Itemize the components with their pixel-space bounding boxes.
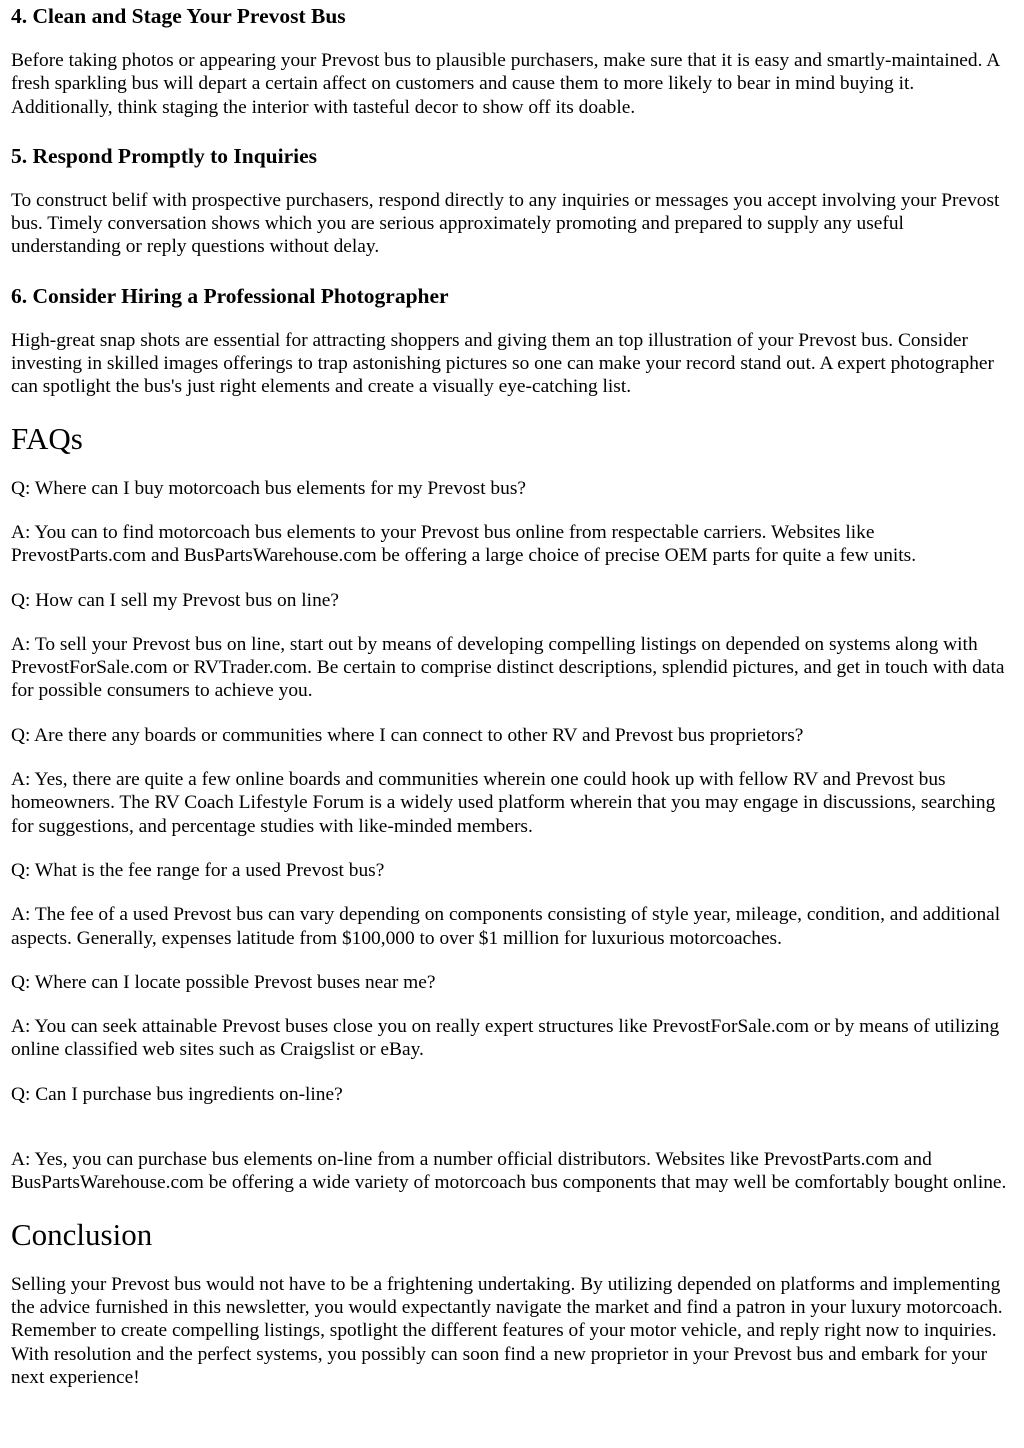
faq-answer: A: You can to find motorcoach bus elements to your Prevost bus online from respectable carriers. Websites like PrevostParts.com and BusPartsWarehouse.com be offering a large choice of precise OEM parts for quite a few units. — [11, 521, 917, 567]
faq-question: Q: Can I purchase bus ingredients on-line? — [11, 1083, 343, 1105]
conclusion-heading: Conclusion — [11, 1216, 153, 1252]
faq-question: Q: Are there any boards or communities where I can connect to other RV and Prevost bus proprietors? — [11, 724, 804, 746]
section-heading-respond-promptly: 5. Respond Promptly to Inquiries — [11, 143, 318, 168]
section-body-respond-promptly: To construct belif with prospective purchasers, respond directly to any inquiries or messages you accept involving your Prevost bus. Timely conversation shows which you are serious approximately promoting and prepared to supply any useful understanding or reply questions without delay. — [11, 189, 1000, 258]
faq-answer: A: You can seek attainable Prevost buses close you on really expert structures like PrevostForSale.com or by means of utilizing online classified web sites such as Craigslist or eBay. — [11, 1016, 1000, 1061]
faq-question: Q: How can I sell my Prevost bus on line? — [11, 589, 339, 611]
faq-answer: A: To sell your Prevost bus on line, start out by means of developing compelling listings on depended on systems along with PrevostForSale.com or RVTrader.com. Be certain to comprise distinct descriptions, splendid pictures, and get in touch with data for possible consumers to achieve you. — [11, 633, 1005, 702]
conclusion-body: Selling your Prevost bus would not have to be a frightening undertaking. By utilizing depended on platforms and implementing the advice furnished in this newsletter, you would expectantly navigate the market and find a patron in your luxury motorcoach. Remember to create compelling listings, spotlight the different features of your motor vehicle, and reply right now to inquiries. With resolution and the perfect systems, you possibly can soon find a new proprietor in your Prevost bus and embark for your next experience! — [11, 1273, 1003, 1388]
section-body-hire-photographer: High-great snap shots are essential for attracting shoppers and giving them an top illustration of your Prevost bus. Consider investing in skilled images offerings to trap astonishing pictures so one can make your record stand out. A expert photographer can spotlight the bus's just right elements and create a visually eye-catching list. — [11, 329, 994, 398]
section-body-clean-and-stage: Before taking photos or appearing your Prevost bus to plausible purchasers, make sure that it is easy and smartly-maintained. A fresh sparkling bus will depart a certain affect on customers and cause them to more likely to bear in mind buying it. Additionally, think staging the interior with tasteful decor to show off its doable. — [11, 50, 1000, 118]
section-heading-clean-and-stage: 4. Clean and Stage Your Prevost Bus — [11, 4, 346, 28]
faqs-heading: FAQs — [11, 420, 83, 456]
faq-question: Q: Where can I locate possible Prevost buses near me? — [11, 971, 436, 993]
faq-question: Q: Where can I buy motorcoach bus elements for my Prevost bus? — [11, 477, 526, 499]
faq-answer: A: Yes, you can purchase bus elements on-line from a number official distributors. Websites like PrevostParts.com and BusPartsWarehouse.com be offering a wide variety of motorcoach bus components that may well be comfortably bought online. — [11, 1149, 1007, 1194]
faq-answer: A: Yes, there are quite a few online boards and communities wherein one could hook up with fellow RV and Prevost bus homeowners. The RV Coach Lifestyle Forum is a widely used platform wherein that you may engage in discussions, searching for suggestions, and percentage studies with like-minded members. — [11, 769, 996, 837]
faq-answer: A: The fee of a used Prevost bus can vary depending on components consisting of style year, mileage, condition, and additional aspects. Generally, expenses latitude from $100,000 to over $1 million for luxurious motorcoaches. — [11, 904, 1001, 949]
faq-question: Q: What is the fee range for a used Prevost bus? — [11, 859, 385, 881]
section-heading-hire-photographer: 6. Consider Hiring a Professional Photographer — [11, 283, 449, 308]
